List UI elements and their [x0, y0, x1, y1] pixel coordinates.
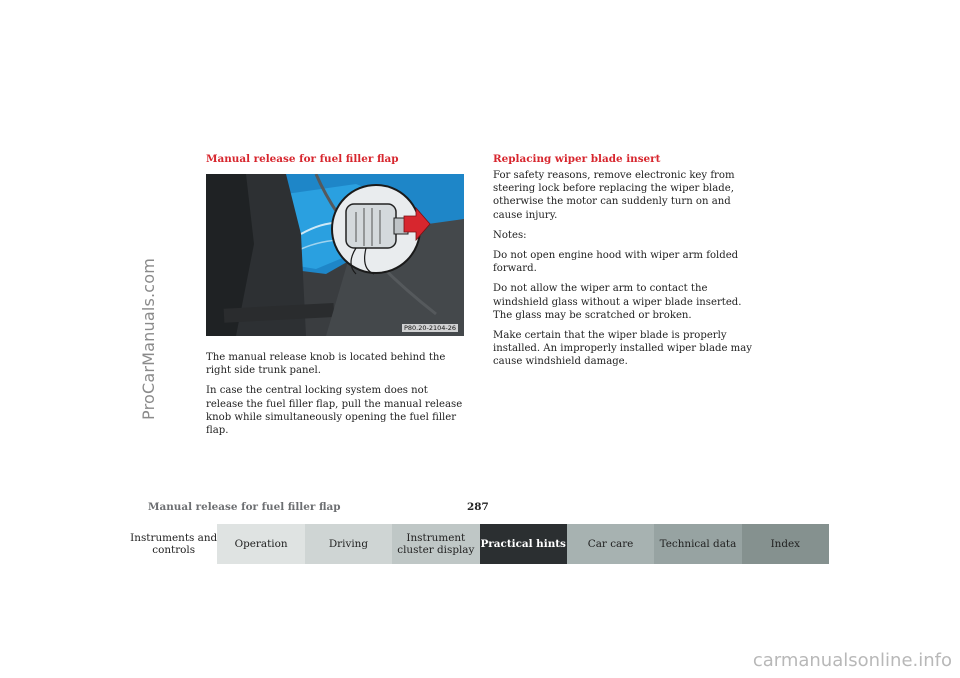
paragraph: The manual release knob is located behind the right side trunk panel. [206, 352, 446, 377]
tab-operation[interactable] [217, 524, 304, 564]
tab-driving[interactable] [305, 524, 392, 564]
tab-label: Operation [234, 538, 288, 550]
paragraph: Do not open engine hood with wiper arm folded forward. [493, 250, 739, 275]
tab-practical-hints[interactable] [480, 524, 567, 564]
paragraph: Make certain that the wiper blade is properly installed. An improperly installed wiper blade may cause windshield damage. [493, 330, 752, 368]
watermark-side: ProCarManuals.com [139, 257, 158, 420]
paragraph: Do not allow the wiper arm to contact the windshield glass without a wiper blade inserted. The glass may be scratched or broken. [493, 283, 742, 321]
fuel-flap-text [206, 351, 468, 444]
tab-instrument-cluster-display[interactable] [392, 524, 479, 564]
fuel-flap-release-illustration [206, 174, 464, 336]
fuel-flap-heading: Manual release for fuel filler flap [206, 153, 399, 165]
paragraph: Notes: [493, 229, 527, 241]
wiper-heading: Replacing wiper blade insert [493, 153, 661, 165]
tab-label: Technical data [659, 538, 737, 550]
paragraph: In case the central locking system does not release the fuel filler flap, pull the manual release knob while simultaneously opening the fuel filler flap. [206, 385, 463, 437]
tab-car-care[interactable] [567, 524, 654, 564]
watermark-bottom: carmanualsonline.info [752, 650, 952, 671]
tab-label: Instrument cluster display [397, 532, 475, 556]
section-tab-bar [130, 524, 829, 564]
wiper-text [493, 169, 761, 376]
tab-label: Car care [587, 538, 634, 550]
tab-label: Driving [328, 538, 369, 550]
tab-technical-data[interactable] [654, 524, 741, 564]
tab-label: Instruments and controls [130, 532, 218, 556]
footer-section-title: Manual release for fuel filler flap [148, 501, 341, 513]
paragraph: For safety reasons, remove electronic key from steering lock before replacing the wiper blade, otherwise the motor can suddenly turn on and cause injury. [493, 170, 735, 221]
figure-code: P80.20-2104-26 [403, 324, 456, 332]
tab-label: Practical hints [480, 538, 566, 550]
page-number: 287 [467, 501, 489, 513]
tab-label: Index [770, 538, 801, 550]
tab-instruments-and-controls[interactable] [130, 524, 217, 564]
tab-index[interactable] [742, 524, 829, 564]
